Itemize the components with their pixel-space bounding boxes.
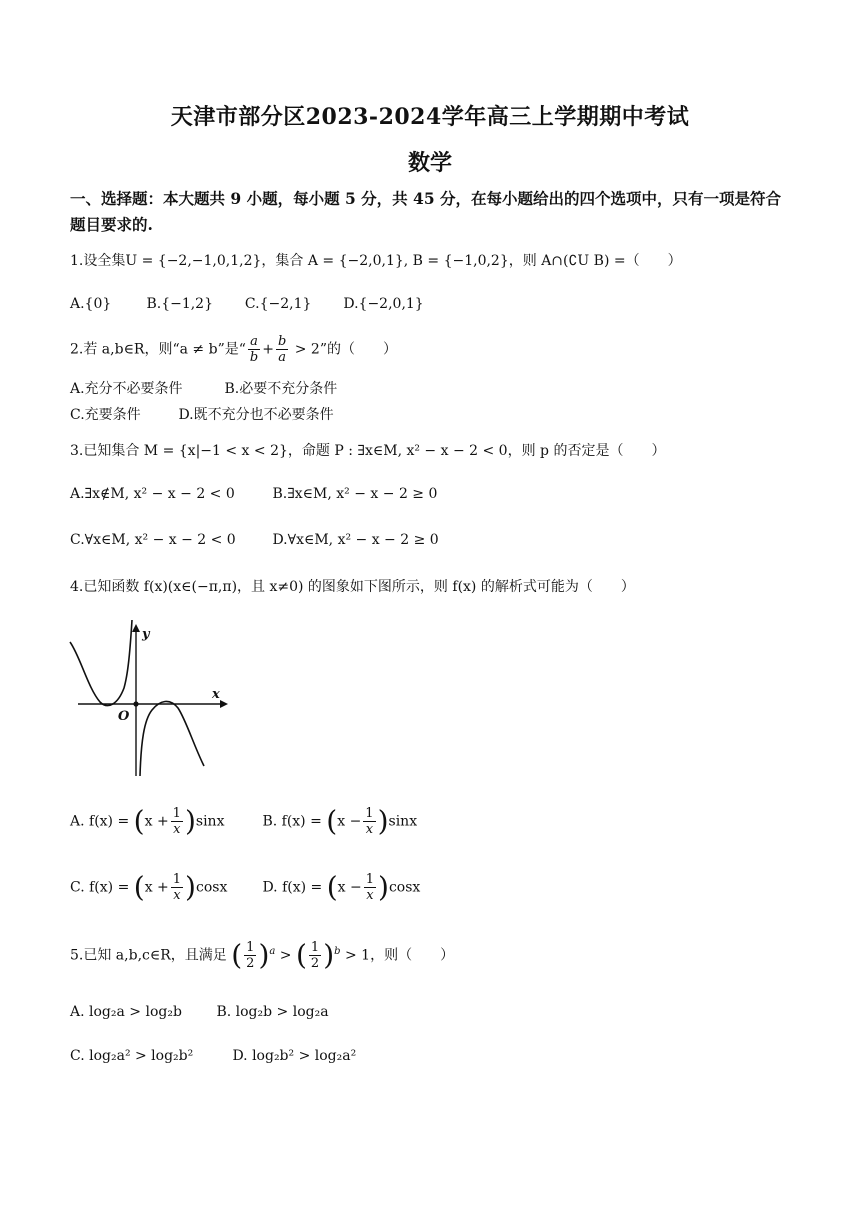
question-5-options-row2: [70, 1048, 356, 1064]
section-heading: 一、选择题：本大题共 9 小题，每小题 5 分，共 45 分，在每小题给出的四个选项中，只有一项是符合题目要求的.: [70, 189, 782, 234]
question-1-stem: 1.设全集U = {−2,−1,0,1,2}，集合 A = {−2,0,1}, B = {−1,0,2}，则 A∩(∁U B) =（ ）: [70, 253, 682, 269]
q2-stem-after: > 2”的（ ）: [290, 341, 397, 358]
q1-option-d: D.{−2,0,1}: [343, 296, 424, 312]
q3-option-d: D.∀x∈M, x² − x − 2 ≥ 0: [272, 532, 439, 548]
q5-option-c: C. log₂a² > log₂b²: [70, 1048, 194, 1064]
q4-option-d: D. f(x) = (x − $\frac{1}{x}$ )cosx: [262, 870, 421, 904]
q5-stem-before: 5.已知 a,b,c∈R，且满足: [70, 947, 227, 964]
q3-option-b: B.∃x∈M, x² − x − 2 ≥ 0: [272, 486, 438, 502]
question-3-options-row2: [70, 532, 439, 548]
q2-option-c: C.充要条件: [70, 407, 141, 423]
origin-point: [133, 701, 138, 706]
x-axis-arrow: [220, 700, 228, 708]
q2-fraction-a-over-b: $\frac{a}{b}$: [249, 334, 259, 365]
q5-option-d: D. log₂b² > log₂a²: [232, 1048, 357, 1064]
question-3-stem: 3.已知集合 M = {x|−1 < x < 2}，命题 P : ∃x∈M, x² − x − 2 < 0，则 p 的否定是（ ）: [70, 443, 666, 459]
q1-option-b: B.{−1,2}: [146, 296, 214, 312]
q2-option-a: A.充分不必要条件: [70, 381, 183, 397]
curve-right-branch: [140, 701, 204, 776]
y-axis-arrow: [132, 624, 140, 632]
q4-option-c: C. f(x) = (x + $\frac{1}{x}$ )cosx: [70, 870, 228, 904]
question-4-options-row2: [70, 872, 420, 903]
q2-option-b: B.必要不充分条件: [224, 381, 338, 397]
q2-option-d: D.既不充分也不必要条件: [178, 407, 334, 423]
x-axis-label: x: [212, 687, 220, 702]
y-axis-label: y: [142, 627, 150, 642]
question-2-options-row2: [70, 404, 334, 424]
function-graph: [66, 612, 236, 780]
question-1-options: [70, 296, 424, 312]
q4-option-a: A. f(x) = (x + $\frac{1}{x}$ )sinx: [70, 804, 225, 838]
question-4-stem: 4.已知函数 f(x)(x∈(−π,π)，且 x≠0) 的图象如下图所示，则 f(x) 的解析式可能为（ ）: [70, 579, 635, 595]
question-3-options-row1: [70, 486, 437, 502]
q1-option-a: A.{0}: [70, 296, 112, 312]
q4-option-b: B. f(x) = (x − $\frac{1}{x}$ )sinx: [262, 804, 418, 838]
question-4-options-row1: [70, 806, 417, 837]
curve-left-branch: [70, 620, 132, 706]
question-2-stem: 2.若 a,b∈R，则“a ≠ b”是“ $\frac{a}{b}$ + $\frac{b}{a}$ > 2”的（ ）: [70, 334, 397, 365]
subject-title: 数学: [407, 150, 452, 176]
q3-option-a: A.∃x∉M, x² − x − 2 < 0: [70, 486, 235, 502]
q5-stem-after: > 1，则（ ）: [340, 947, 455, 964]
q1-option-c: C.{−2,1}: [244, 296, 312, 312]
q3-option-c: C.∀x∈M, x² − x − 2 < 0: [70, 532, 236, 548]
q2-stem-before: 2.若 a,b∈R，则“a ≠ b”是“: [70, 341, 246, 358]
origin-label: O: [118, 709, 130, 724]
q2-fraction-b-over-a: $\frac{b}{a}$: [277, 334, 287, 365]
q5-option-b: B. log₂b > log₂a: [216, 1004, 329, 1020]
question-2-options-row1: [70, 378, 337, 398]
question-5-stem: 5.已知 a,b,c∈R，且满足 ( $\frac{1}{2}$ )$^a$ > ( $\frac{1}{2}$ )$^b$ > 1，则（ ）: [70, 938, 455, 972]
exam-title: 天津市部分区2023-2024学年高三上学期期中考试: [170, 104, 690, 130]
q5-option-a: A. log₂a > log₂b: [70, 1004, 182, 1020]
question-5-options-row1: [70, 1004, 329, 1020]
